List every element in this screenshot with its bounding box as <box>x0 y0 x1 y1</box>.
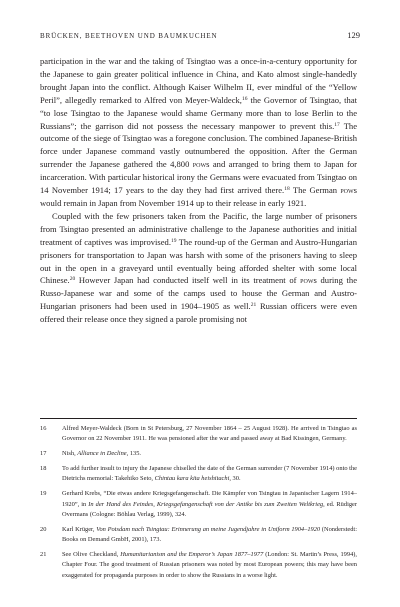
footnote-text: Nish, Alliance in Decline, 135. <box>62 450 142 458</box>
footnote-text: Karl Krüger, Von Potsdam nach Tsingtau: Erinnerung an meine Jugendjahre in Uniform 1904–1920 (Nonderstedt: Books on Demand GmbH, 2001), 173. <box>62 525 357 544</box>
footnote-ref-16[interactable]: 16 <box>241 95 248 102</box>
running-title: BRÜCKEN, BEETHOVEN UND BAUMKUCHEN <box>40 32 218 40</box>
footnote-ref-20[interactable]: 20 <box>69 276 76 283</box>
footnote-17 <box>40 449 357 459</box>
body-text <box>40 55 357 326</box>
paragraph-2: Coupled with the few prisoners taken from the Pacific, the large number of prisoners from Tsingtao presented an administrative challenge to the Japanese authorities and initial treatment of captives was improvised.$^{19}$ The round-up of the German and Austro-Hungarian prisoners for transportation to Japan was harsh with some of the prisoners having to sleep out in the open in a graveyard until eventually being afforded shelter with some local Chinese.$^{20}$ However Japan had conducted itself well in its treatment of pows during the Russo-Japanese war and some of the camps used to house the German and Austro-Hungarian prisoners had been used in 1904–1905 as well.$^{21}$ Russian officers were even offered their release once they signed a parole promising not <box>40 210 357 325</box>
paragraph-1: participation in the war and the taking of Tsingtao was a once-in-a-century opportunity for the Japanese to gain greater political influence in China, and Kato almost single-handedly brought Japan into the conflict. Although Kaiser Wilhelm II, ever mindful of the “Yellow Peril”, allegedly remarked to Alfred von Meyer-Waldeck,$^{16}$ the Governor of Tsingtao, that “to lose Tsingtao to the Japanese would shame Germany more than to lose Berlin to the Russians”; the garrison did not possess the necessary manpower to prevent this.$^{17}$ The outcome of the siege of Tsingtao was a foregone conclusion. The combined Japanese-British force under Japanese command vastly outnumbered the opposition. After the German surrender the Japanese gathered the 4,800 pows and arranged to bring them to Japan for incarceration. With particular historical irony the Germans were evacuated from Tsingtao on 14 November 1914; 17 years to the day they had first arrived there.$^{18}$ The German pows would remain in Japan from November 1914 up to their release in early 1921. <box>40 56 357 208</box>
footnote-number: 18 <box>40 465 47 473</box>
footnote-number: 19 <box>40 490 47 498</box>
footnote-number: 17 <box>40 450 47 458</box>
footnote-number: 16 <box>40 425 47 432</box>
footnote-text: To add further insult to injury the Japanese chiselled the date of the German surrender (7 November 1914) onto the Dietrichs memorial: Takehiko Seto, Chintau kara kita heishitachi, 30. <box>62 465 357 483</box>
footnote-ref-17[interactable]: 17 <box>334 121 340 128</box>
footnotes <box>40 424 357 585</box>
footnote-18 <box>40 464 357 485</box>
footnote-text: Gerhard Krebs, “Die etwas andere Kriegsgefangenschaft. Die Kämpfer von Tsingtau in Japanischer Lagern 1914–1920”, in In der Hand des Feindes, Kriegsgefangenschaft von der Antike bis zum Zweiten Weltkrieg, ed. Rüdiger Overmans (Cologne: Böhlau Verlag, 1999), 324. <box>62 490 358 518</box>
footnote-20 <box>40 525 357 546</box>
footnote-text: See Olive Checkland, Humanitarianism and the Emperor’s Japan 1877–1977 (London: St. Martin’s Press, 1994), Chapter Four. The good treatment of Russian prisoners was noted by most European powers; this may have been exaggerated for propaganda purposes in order to show the Russians in a worse light. <box>62 550 357 579</box>
footnote-number: 20 <box>40 525 47 533</box>
footnote-ref-21[interactable]: 21 <box>250 302 257 309</box>
footnote-ref-19[interactable]: 19 <box>170 237 177 244</box>
footnote-16 <box>40 424 357 445</box>
footnote-19 <box>40 489 357 520</box>
footnote-21 <box>40 550 357 581</box>
page-number: 129 <box>347 30 360 40</box>
footnote-number: 21 <box>40 550 47 558</box>
footnote-text: Alfred Meyer-Waldeck (Born in St Petersburg, 27 November 1864 – 25 August 1928). He arrived in Tsingtao as Governor on 22 November 1911. He was pensioned after the war and passed away at Bad Kissingen, Germany. <box>62 425 357 443</box>
footnote-divider <box>40 418 357 419</box>
footnote-ref-18[interactable]: 18 <box>284 186 290 193</box>
running-header <box>40 30 360 40</box>
